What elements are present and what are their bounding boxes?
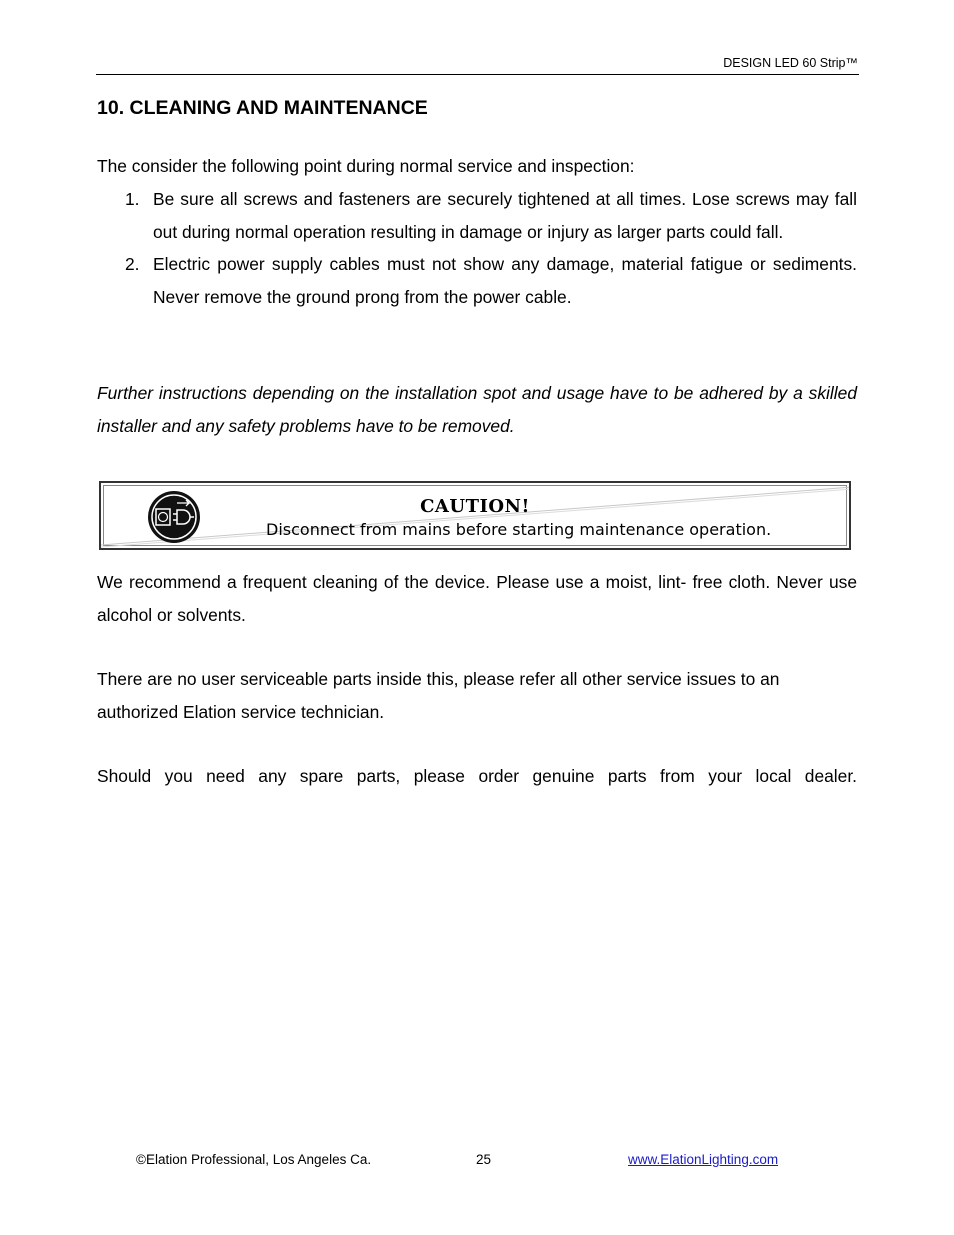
inspection-list bbox=[97, 183, 857, 313]
header-divider bbox=[96, 74, 859, 75]
cleaning-paragraph: We recommend a frequent cleaning of the device. Please use a moist, lint- free cloth. Never use alcohol or solvents. bbox=[97, 572, 857, 625]
footer-copyright: ©Elation Professional, Los Angeles Ca. bbox=[136, 1152, 372, 1167]
service-paragraph: There are no user serviceable parts inside this, please refer all other service issues to an authorized Elation service technician. bbox=[97, 669, 780, 722]
list-item-number: 2. bbox=[125, 254, 140, 274]
caution-box bbox=[99, 481, 851, 550]
page-number: 25 bbox=[476, 1152, 492, 1167]
caution-title: CAUTION! bbox=[420, 496, 530, 517]
section-heading: 10. CLEANING AND MAINTENANCE bbox=[97, 97, 428, 119]
list-item bbox=[97, 248, 857, 313]
installation-note: Further instructions depending on the installation spot and usage have to be adhered by a skilled installer and any safety problems have to be removed. bbox=[97, 383, 857, 436]
spare-parts-paragraph: Should you need any spare parts, please order genuine parts from your local dealer. bbox=[97, 766, 857, 786]
website-link[interactable]: www.ElationLighting.com bbox=[628, 1152, 779, 1167]
list-item-number: 1. bbox=[125, 189, 140, 209]
list-item-text: Electric power supply cables must not show any damage, material fatigue or sediments. Never remove the ground prong from the power cable. bbox=[153, 254, 857, 307]
list-item-text: Be sure all screws and fasteners are securely tightened at all times. Lose screws may fall out during normal operation resulting in damage or injury as larger parts could fall. bbox=[153, 189, 857, 242]
intro-paragraph: The consider the following point during normal service and inspection: bbox=[97, 156, 635, 176]
document-title: DESIGN LED 60 Strip™ bbox=[723, 56, 858, 70]
caution-message: Disconnect from mains before starting maintenance operation. bbox=[266, 520, 772, 539]
list-item bbox=[97, 183, 857, 248]
